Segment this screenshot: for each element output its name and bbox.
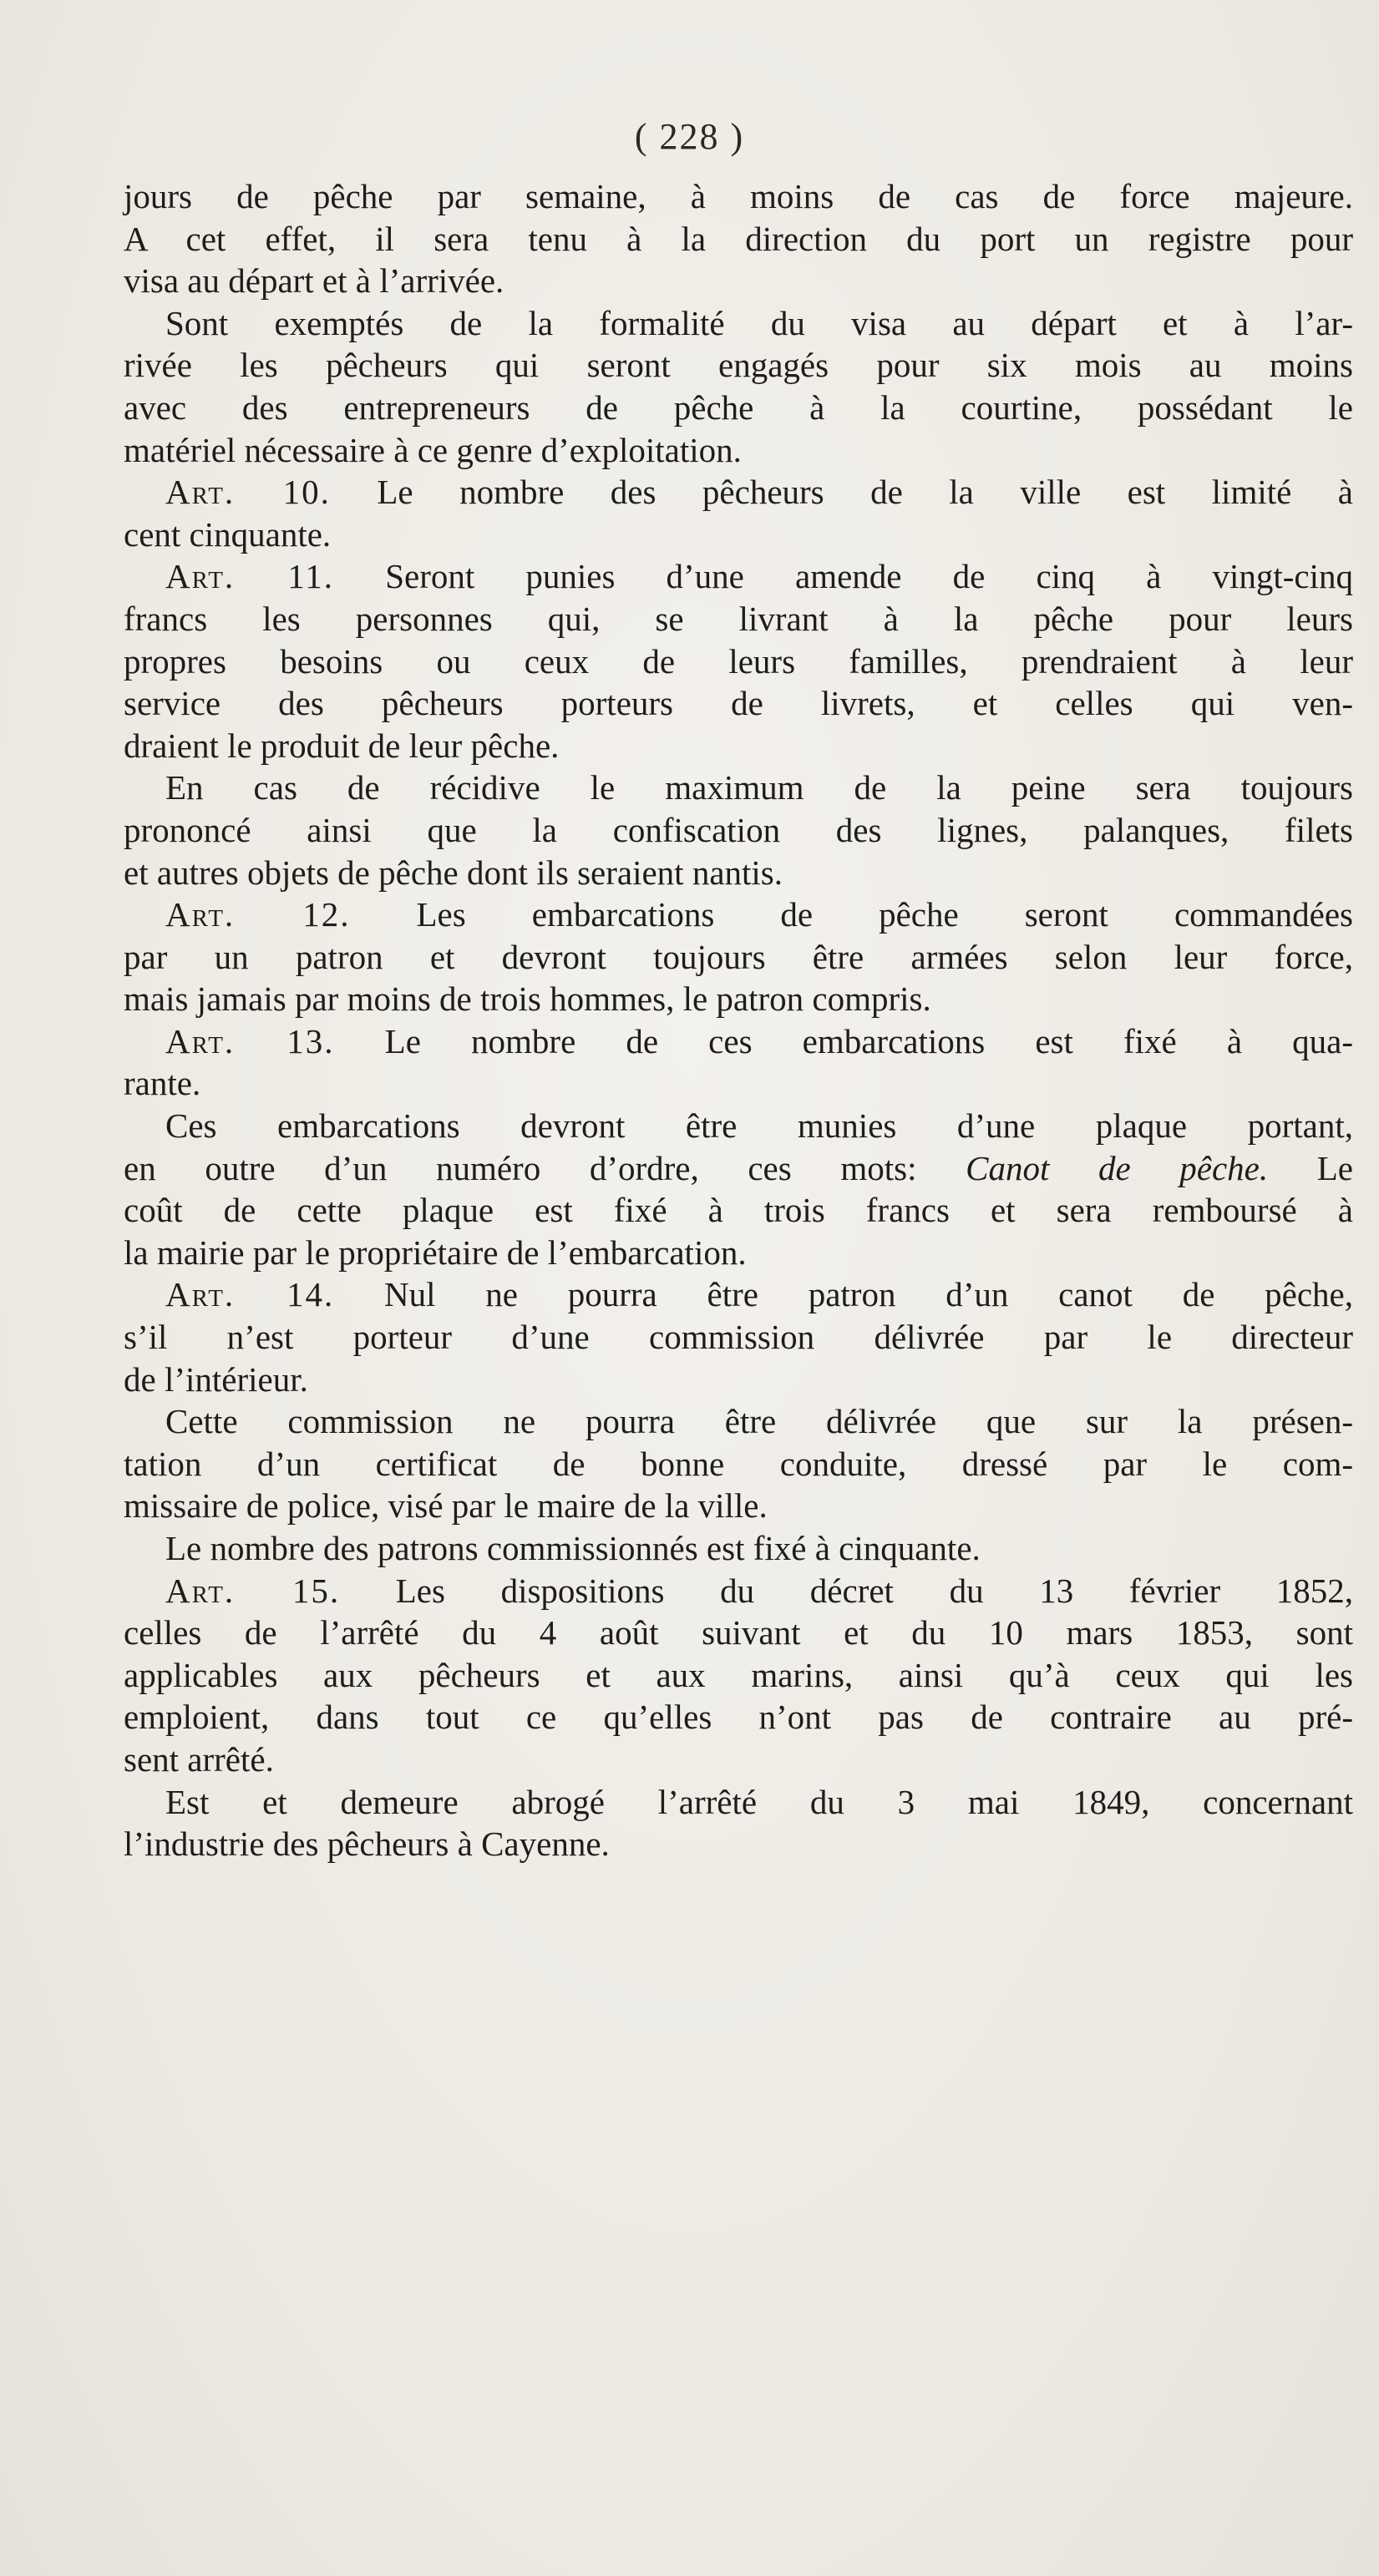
line-text: Nul ne pourra être patron d’un canot de pêche, <box>383 1275 1353 1314</box>
text-line <box>124 1570 1353 1612</box>
line-text: prononcé ainsi que la confiscation des lignes, palanques, filets <box>124 810 1353 849</box>
text-line <box>124 767 1353 809</box>
line-text: Est et demeure abrogé l’arrêté du 3 mai 1849, concernant <box>165 1782 1353 1821</box>
text-line <box>124 893 1353 936</box>
line-text: sent arrêté. <box>124 1739 274 1779</box>
line-text: Seront punies d’une amende de cinq à vingt-cinq <box>385 557 1354 596</box>
line-text: En cas de récidive le maximum de la peine sera toujours <box>165 768 1353 807</box>
article-label: Art. 13. <box>165 1021 335 1060</box>
line-text: missaire de police, visé par le maire de la ville. <box>124 1486 768 1526</box>
text-line <box>124 1696 1353 1738</box>
line-text: Sont exemptés de la formalité du visa au départ et à l’ar- <box>165 303 1353 342</box>
text-line <box>124 1359 1353 1401</box>
line-text: draient le produit de leur pêche. <box>124 726 560 765</box>
text-line <box>124 809 1353 852</box>
text-line <box>124 1189 1353 1232</box>
text-line <box>124 429 1353 472</box>
article-label: Art. 15. <box>165 1571 341 1610</box>
text-line <box>124 725 1353 767</box>
text-line <box>124 1400 1353 1443</box>
line-text: rivée les pêcheurs qui seront engagés pour six mois au moins <box>124 346 1353 385</box>
article-label: Art. 14. <box>165 1275 335 1314</box>
text-line <box>124 640 1353 683</box>
text-line <box>124 1781 1353 1824</box>
page-number: ( 228 ) <box>634 116 745 157</box>
article-label: Art. 12. <box>165 895 351 934</box>
text-line <box>124 1273 1353 1316</box>
line-text: rante. <box>124 1064 201 1103</box>
line-text: jours de pêche par semaine, à moins de cas de force majeure. <box>124 177 1353 215</box>
line-text: l’industrie des pêcheurs à Cayenne. <box>124 1824 610 1864</box>
text-line <box>124 682 1353 725</box>
text-line <box>124 1443 1353 1485</box>
text-line <box>124 555 1353 598</box>
text-line <box>124 978 1353 1020</box>
line-text: en outre d’un numéro d’ordre, ces mots: <box>124 1148 917 1187</box>
text-line <box>124 852 1353 894</box>
article-label: Art. 11. <box>165 557 335 596</box>
line-text: s’il n’est porteur d’une commission délivrée par le directeur <box>124 1318 1353 1357</box>
line-text: de l’intérieur. <box>124 1359 308 1399</box>
line-text: emploient, dans tout ce qu’elles n’ont pas de contraire au pré- <box>124 1698 1353 1737</box>
text-line <box>124 1823 1353 1865</box>
line-text: francs les personnes qui, se livrant à la pêche pour leurs <box>124 599 1353 638</box>
line-text: celles de l’arrêté du 4 août suivant et du 10 mars 1853, sont <box>124 1613 1353 1652</box>
line-text: avec des entrepreneurs de pêche à la courtine, possédant le <box>124 387 1353 427</box>
line-text: Cette commission ne pourra être délivrée que sur la présen- <box>165 1402 1353 1441</box>
line-text-tail: Le <box>1316 1148 1353 1187</box>
line-text: matériel nécessaire à ce genre d’exploitation. <box>124 430 742 469</box>
line-text: coût de cette plaque est fixé à trois francs et sera remboursé à <box>124 1191 1353 1230</box>
line-text: Le nombre des patrons commissionnés est fixé à cinquante. <box>165 1529 981 1567</box>
line-text: visa au départ et à l’arrivée. <box>124 261 504 301</box>
text-line <box>124 1020 1353 1063</box>
text-line <box>124 1105 1353 1147</box>
text-line <box>124 344 1353 387</box>
text-line <box>124 598 1353 640</box>
text-line <box>124 1062 1353 1105</box>
line-text: et autres objets de pêche dont ils seraient nantis. <box>124 853 783 892</box>
line-text: Les dispositions du décret du 13 février 1852, <box>395 1571 1354 1610</box>
text-line <box>124 936 1353 979</box>
line-text: A cet effet, il sera tenu à la direction du port un registre pour <box>124 219 1353 258</box>
line-text: propres besoins ou ceux de leurs familles, prendraient à leur <box>124 641 1353 681</box>
line-text: service des pêcheurs porteurs de livrets, et celles qui ven- <box>124 684 1353 723</box>
line-text: la mairie par le propriétaire de l’embarcation. <box>124 1232 747 1272</box>
text-line <box>124 175 1353 218</box>
line-text: applicables aux pêcheurs et aux marins, ainsi qu’à ceux qui les <box>124 1655 1353 1694</box>
line-text: Le nombre de ces embarcations est fixé à qua- <box>384 1021 1354 1060</box>
line-text: Les embarcations de pêche seront commandées <box>416 895 1353 934</box>
body-text <box>124 175 1353 1865</box>
text-line <box>124 1232 1353 1274</box>
text-line <box>124 1612 1353 1654</box>
line-text: tation d’un certificat de bonne conduite, dressé par le com- <box>124 1444 1353 1483</box>
text-line <box>124 260 1353 302</box>
text-line <box>124 302 1353 345</box>
text-line <box>124 1654 1353 1697</box>
line-text: par un patron et devront toujours être armées selon leur force, <box>124 937 1353 976</box>
line-text: mais jamais par moins de trois hommes, le patron compris. <box>124 979 931 1019</box>
text-line <box>124 1316 1353 1359</box>
line-text: Le nombre des pêcheurs de la ville est limité à <box>377 473 1353 512</box>
text-line <box>124 218 1353 261</box>
line-text: cent cinquante. <box>124 514 332 554</box>
text-line <box>124 387 1353 429</box>
line-text: Ces embarcations devront être munies d’une plaque portant, <box>165 1106 1353 1146</box>
text-line <box>124 514 1353 556</box>
text-line <box>124 471 1353 514</box>
article-label: Art. 10. <box>165 473 331 512</box>
italic-phrase: Canot de pêche. <box>966 1148 1269 1187</box>
text-line <box>124 1527 1353 1570</box>
text-line <box>124 1147 1353 1190</box>
text-line <box>124 1738 1353 1781</box>
text-line <box>124 1485 1353 1527</box>
